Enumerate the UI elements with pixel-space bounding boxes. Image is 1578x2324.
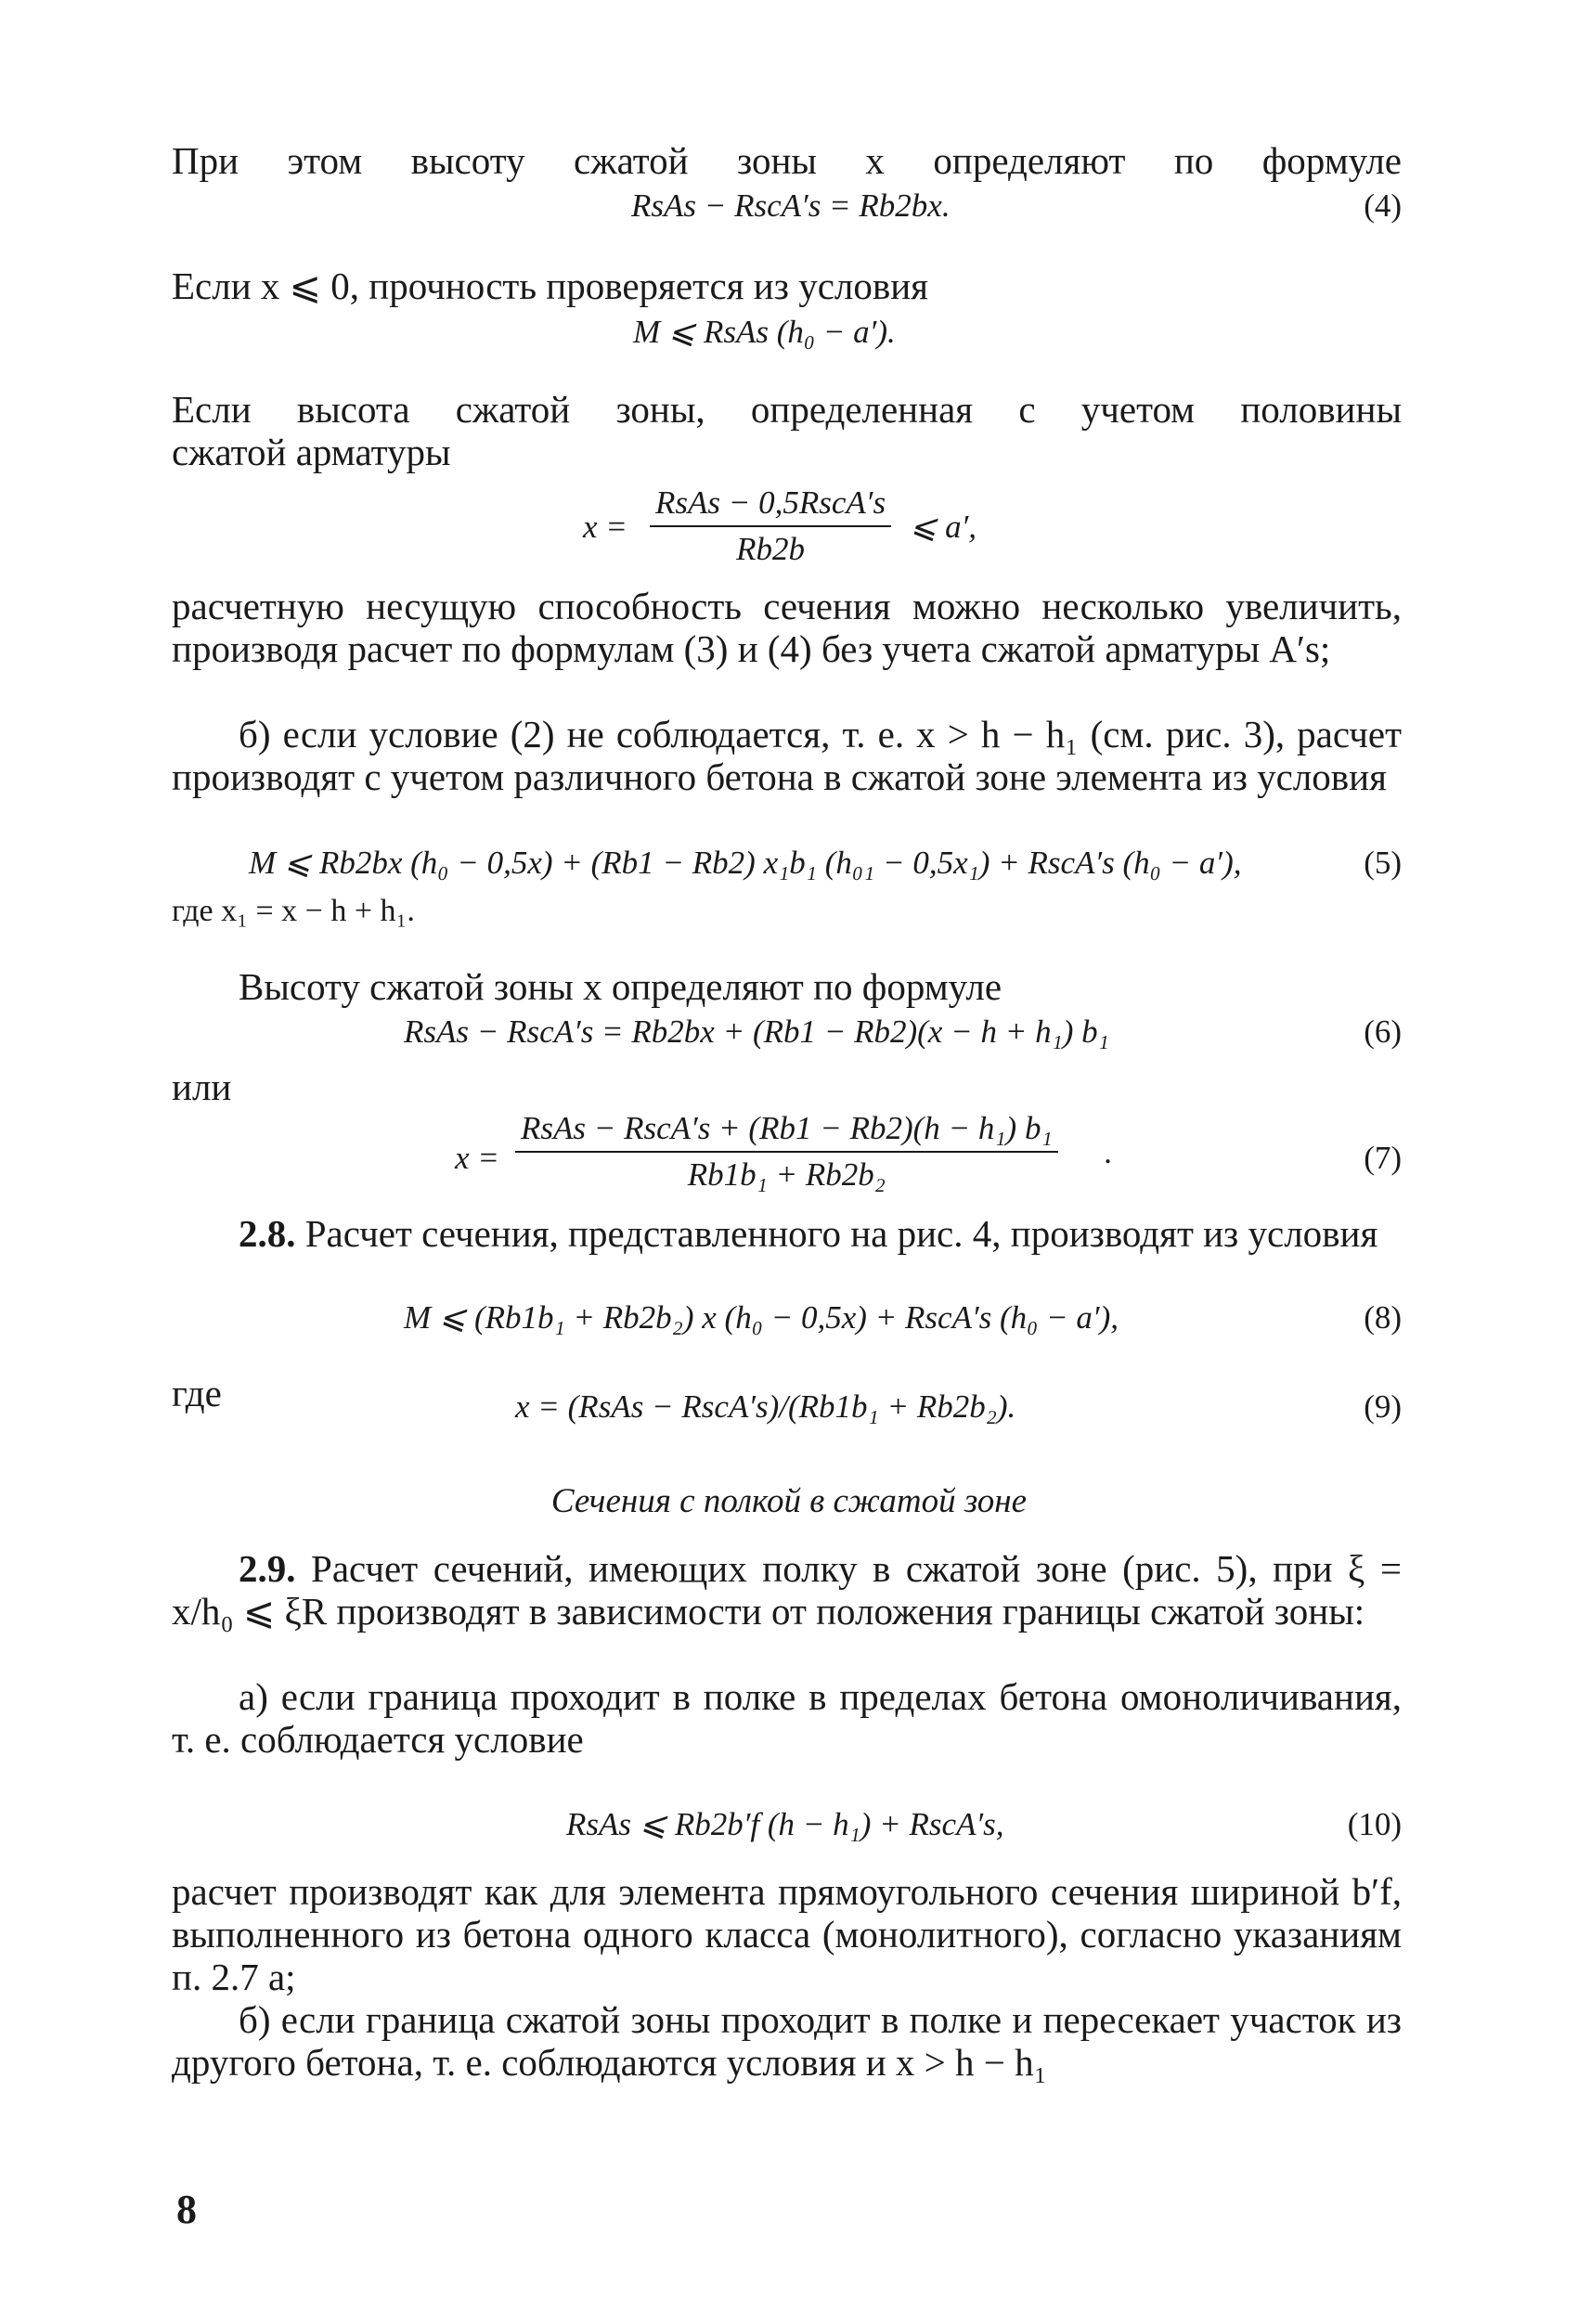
fraction-lhs: x = [583, 509, 627, 545]
equation-4-number: (4) [1364, 187, 1402, 224]
paragraph-12: а) если граница проходит в полке в пределах бетона омоноличивания, т. е. соблюдается условие [172, 1675, 1402, 1761]
paragraph-4: расчетную несущую способность сечения можно несколько увеличить, производя расчет по формулам (3) и (4) без учета сжатой арматуры A′s; [172, 585, 1402, 670]
fraction-rhs: ⩽ a′, [910, 509, 977, 545]
equation-8-number: (8) [1364, 1299, 1402, 1336]
equation-5: M ⩽ Rb2bx (h₀ − 0,5x) + (Rb1 − Rb2) x₁b₁ (h₀₁ − 0,5x₁) + RscA′s (h₀ − a′), [249, 845, 1242, 881]
fraction-denominator: Rb2b [736, 531, 805, 567]
page-number: 8 [176, 2187, 197, 2232]
section-2-9-text: Расчет сечений, имеющих полку в сжатой зоне (рис. 5), при ξ = x/h₀ ⩽ ξR производят в зависимости от положения границы сжатой зоны: [172, 1547, 1403, 1633]
section-2-9-number: 2.9. [239, 1547, 296, 1590]
paragraph-3a: Если высота сжатой зоны, определенная с учетом половины [172, 388, 1402, 431]
equation-5-number: (5) [1364, 845, 1402, 881]
paragraph-3b: сжатой арматуры [172, 431, 451, 473]
paragraph-2: Если x ⩽ 0, прочность проверяется из условия [172, 265, 929, 307]
paragraph-9 [172, 1212, 1402, 1255]
section-2-8-text: Расчет сечения, представленного на рис. 4, производят из условия [304, 1212, 1378, 1255]
paragraph-6: где x₁ = x − h + h₁. [172, 894, 415, 928]
equation-7-fraction [515, 1110, 1058, 1194]
equation-7-dot: . [1105, 1134, 1113, 1170]
paragraph-11 [172, 1547, 1402, 1633]
paragraph-10: где [172, 1372, 222, 1414]
equation-7-number: (7) [1364, 1140, 1402, 1176]
equation-9-number: (9) [1364, 1388, 1402, 1425]
paragraph-13: расчет производят как для элемента прямоугольного сечения шириной b′f, выполненного из бетона одного класса (монолитного), согласно указаниям п. 2.7 а; [172, 1870, 1402, 1998]
section-heading: Сечения с полкой в сжатой зоне [550, 1482, 1028, 1520]
equation-7-numerator: RsAs − RscA′s + (Rb1 − Rb2)(h − h₁) b₁ [515, 1110, 1058, 1153]
paragraph-5: б) если условие (2) не соблюдается, т. е. x > h − h₁ (см. рис. 3), расчет производят с учетом различного бетона в сжатой зоне элемента из условия [172, 713, 1402, 798]
section-2-8-number: 2.8. [239, 1212, 296, 1255]
equation-9: x = (RsAs − RscA′s)/(Rb1b₁ + Rb2b₂). [515, 1388, 1016, 1425]
paragraph-14: б) если граница сжатой зоны проходит в полке и пересекает участок из другого бетона, т. е. соблюдаются условия и x > h − h₁ [172, 1998, 1402, 2084]
equation-6: RsAs − RscA′s = Rb2bx + (Rb1 − Rb2)(x − h + h₁) b₁ [404, 1014, 1109, 1050]
equation-check: M ⩽ RsAs (h₀ − a′). [633, 314, 896, 350]
equation-4: RsAs − RscA′s = Rb2bx. [631, 187, 951, 224]
equation-6-number: (6) [1364, 1014, 1402, 1050]
equation-10-number: (10) [1347, 1806, 1402, 1842]
equation-8: M ⩽ (Rb1b₁ + Rb2b₂) x (h₀ − 0,5x) + RscA′s (h₀ − a′), [404, 1299, 1119, 1336]
equation-7-denominator: Rb1b₁ + Rb2b₂ [687, 1156, 886, 1193]
equation-10: RsAs ⩽ Rb2b′f (h − h₁) + RscA′s, [566, 1806, 1004, 1842]
paragraph-7: Высоту сжатой зоны x определяют по формуле [239, 965, 1002, 1008]
equation-7-lhs: x = [455, 1140, 499, 1176]
fraction-numerator: RsAs − 0,5RscA′s [650, 484, 891, 527]
paragraph-8: или [172, 1065, 232, 1108]
paragraph-1: При этом высоту сжатой зоны x определяют по формуле [172, 139, 1402, 182]
fraction-compressed-zone [650, 484, 891, 568]
